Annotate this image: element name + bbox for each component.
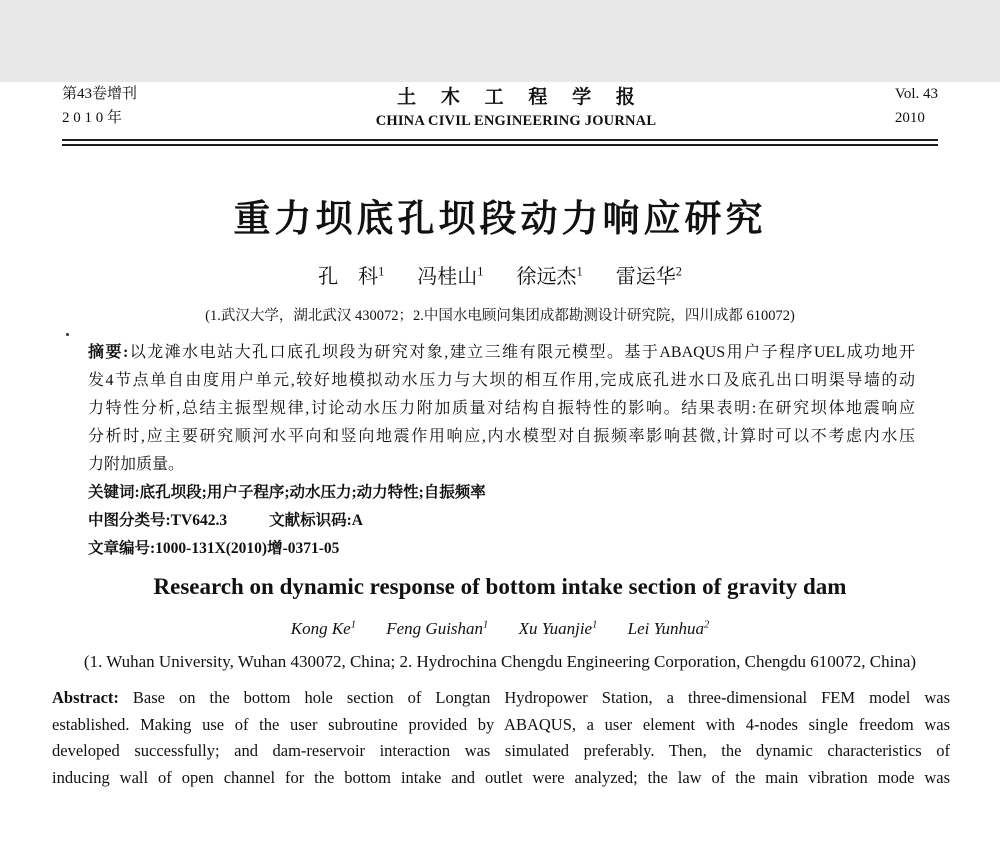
author-cn [318,266,384,288]
author-name: Xu Yuanjie [518,619,593,639]
journal-header [62,82,938,130]
article-title-cn: 重力坝底孔坝段动力响应研究 [233,198,767,239]
abstract-en-line: established. Making use of the user subroutine provided by ABAQUS, a user element with 4-nodes single freedom was [52,714,950,734]
clc-number: 中图分类号:TV642.3 [88,511,228,529]
abstract-cn-label: 摘要: [88,343,129,361]
author-cn [517,266,583,288]
classification-line [88,507,915,535]
author-en [291,619,356,638]
abstract-cn-line: 力特性分析,总结主振型规律,讨论动水压力附加质量对结构自振特性的影响。结果表明:在研究坝体地震响应 [88,399,915,417]
author-name: Kong Ke [290,619,351,639]
author-affiliation-mark: 1 [592,619,598,631]
journal-masthead [137,82,895,130]
document-code: 文献标识码:A [269,511,363,529]
issue-info [62,82,137,130]
issue-volume: 第43卷增刊 [62,86,138,102]
authors-cn [0,256,1000,292]
author-affiliation-mark: 1 [483,619,489,631]
volume-year: 2010 [894,110,925,126]
journal-title-cn: 土 木 工 程 学 报 [397,87,645,108]
authors-en [0,614,1000,642]
keywords-cn: 关键词:底孔坝段;用户子程序;动水压力;动力特性;自振频率 [88,483,486,501]
author-en [386,619,488,638]
author-affiliation-mark: 1 [350,619,356,631]
author-name: 徐远杰 [516,265,577,288]
issue-year: 2 0 1 0 年 [62,110,123,126]
abstract-en-text: Base on the bottom hole section of Longtan Hydropower Station, a three-dimensional FEM model was [118,688,950,708]
abstract-en-line [52,685,950,712]
scan-artifact [66,333,69,336]
author-affiliation-mark: 1 [477,264,484,278]
abstract-cn [88,339,915,479]
abstract-cn-line: 力附加质量。 [88,455,185,473]
affiliation-cn: (1.武汉大学，湖北武汉 430072；2.中国水电顾问集团成都勘测设计研究院，四川成都 610072) [205,307,795,324]
abstract-cn-line [88,339,915,367]
journal-title-en: CHINA CIVIL ENGINEERING JOURNAL [375,113,657,129]
author-affiliation-mark: 2 [703,619,710,631]
author-affiliation-mark: 1 [576,264,583,278]
author-name: 孔 科 [318,265,379,288]
abstract-en-line: inducing wall of open channel for the bottom intake and outlet were analyzed; the law of the main vibration mode was [52,767,950,787]
article-id: 文章编号:1000-131X(2010)增-0371-05 [88,539,340,557]
header-divider [62,139,938,146]
abstract-cn-line: 发4节点单自由度用户单元,较好地模拟动水压力与大坝的相互作用,完成底孔进水口及底孔出口明渠导墙的动 [88,371,915,389]
author-affiliation-mark: 1 [378,264,385,278]
abstract-en-label: Abstract: [52,688,119,708]
author-en [628,619,710,638]
author-cn [616,266,682,288]
abstract-en [52,685,950,791]
volume-number: Vol. 43 [894,86,938,102]
author-name: Lei Yunhua [627,619,704,639]
article-meta [88,479,915,563]
author-en [519,619,598,638]
author-affiliation-mark: 2 [675,264,682,278]
author-name: 冯桂山 [417,265,478,288]
affiliation-en: (1. Wuhan University, Wuhan 430072, China; 2. Hydrochina Chengdu Engineering Corporation, Chengdu 610072, China) [83,652,917,672]
author-cn [417,266,483,288]
author-name: 雷运华 [615,265,676,288]
volume-info [895,82,938,130]
journal-page [0,82,1000,842]
article-title-en: Research on dynamic response of bottom intake section of gravity dam [153,573,847,599]
abstract-cn-text: 以龙滩水电站大孔口底孔坝段为研究对象,建立三维有限元模型。基于ABAQUS用户子程序UEL成功地开 [128,343,915,361]
abstract-en-line: developed successfully; and dam-reservoir interaction was simulated preferably. Then, the dynamic characteristics of [52,741,950,761]
abstract-cn-line: 分析时,应主要研究顺河水平向和竖向地震作用响应,内水模型对自振频率影响甚微,计算时可以不考虑内水压 [88,427,915,445]
author-name: Feng Guishan [386,619,484,639]
